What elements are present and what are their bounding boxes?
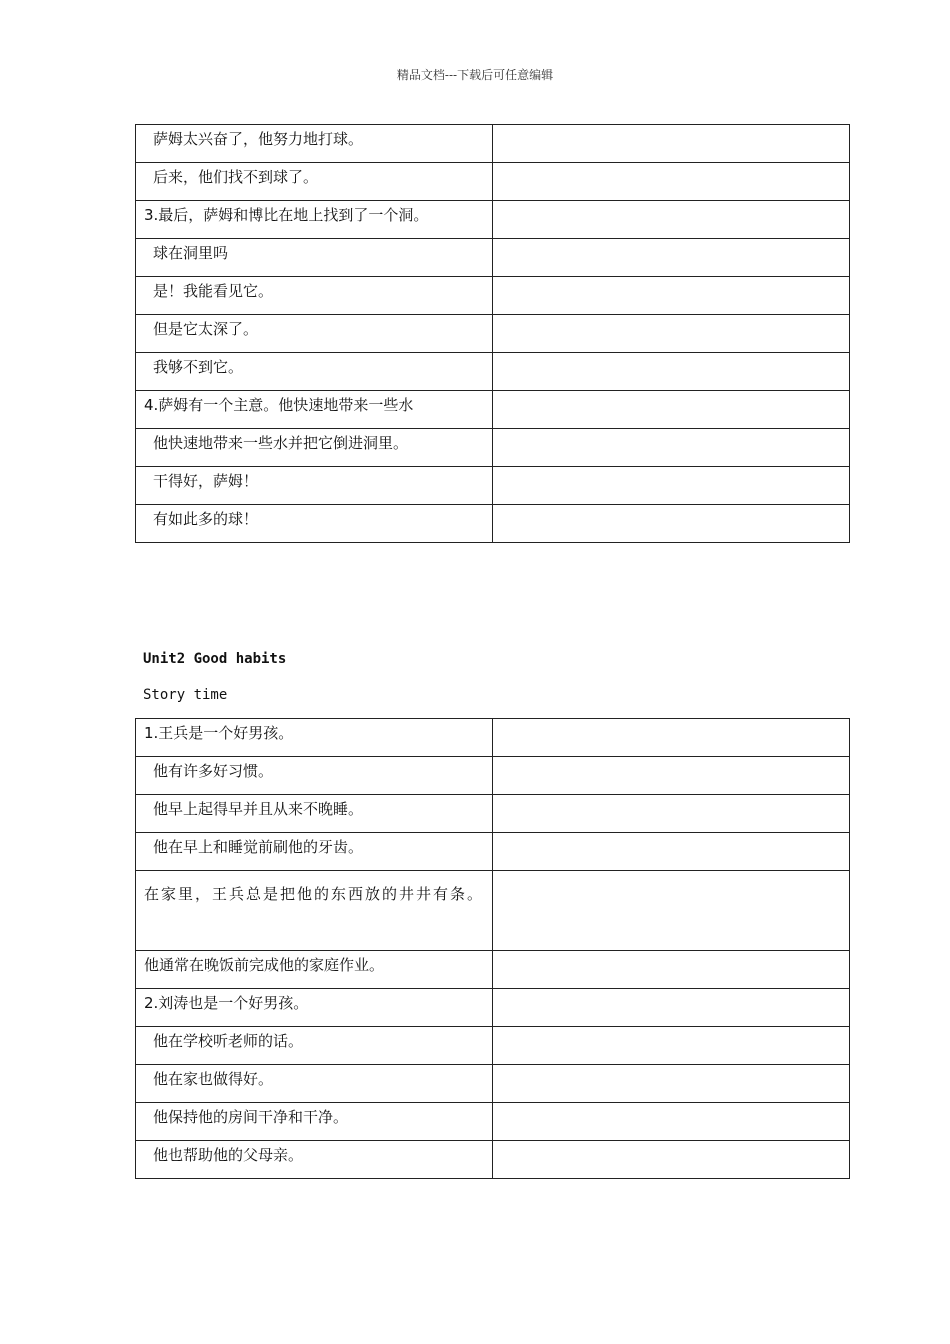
table-row xyxy=(136,277,850,315)
answer-cell[interactable] xyxy=(493,719,850,757)
answer-cell[interactable] xyxy=(493,1027,850,1065)
answer-cell[interactable] xyxy=(493,1065,850,1103)
sentence-text: 4.萨姆有一个主意。他快速地带来一些水 xyxy=(144,396,414,414)
page-header: 精品文档---下载后可任意编辑 xyxy=(396,68,554,82)
worksheet-table-1 xyxy=(135,124,850,543)
answer-cell[interactable] xyxy=(493,795,850,833)
sentence-cell xyxy=(136,429,493,467)
answer-cell[interactable] xyxy=(493,833,850,871)
sentence-text: 他通常在晚饭前完成他的家庭作业。 xyxy=(144,956,385,974)
table-row xyxy=(136,1141,850,1179)
table-row xyxy=(136,201,850,239)
table-row xyxy=(136,239,850,277)
sentence-cell xyxy=(136,391,493,429)
table-row xyxy=(136,951,850,989)
sentence-cell xyxy=(136,467,493,505)
answer-cell[interactable] xyxy=(493,1141,850,1179)
sentence-text: 是！我能看见它。 xyxy=(153,282,274,300)
sentence-text: 球在洞里吗 xyxy=(153,244,229,262)
answer-cell[interactable] xyxy=(493,429,850,467)
sentence-cell xyxy=(136,1027,493,1065)
sentence-text: 2.刘涛也是一个好男孩。 xyxy=(144,994,309,1012)
answer-cell[interactable] xyxy=(493,163,850,201)
sentence-text: 但是它太深了。 xyxy=(153,320,259,338)
table-row xyxy=(136,1103,850,1141)
sentence-text: 他在早上和睡觉前刷他的牙齿。 xyxy=(153,838,364,856)
sentence-cell xyxy=(136,315,493,353)
sentence-text: 他在学校听老师的话。 xyxy=(153,1032,304,1050)
sentence-cell xyxy=(136,505,493,543)
sentence-text: 3.最后，萨姆和博比在地上找到了一个洞。 xyxy=(144,206,429,224)
table-row xyxy=(136,467,850,505)
worksheet-table-2 xyxy=(135,718,850,1179)
table-row xyxy=(136,833,850,871)
table-row xyxy=(136,315,850,353)
sentence-cell xyxy=(136,1065,493,1103)
sentence-cell xyxy=(136,1141,493,1179)
table-row xyxy=(136,391,850,429)
table-row xyxy=(136,719,850,757)
sentence-text: 后来，他们找不到球了。 xyxy=(153,168,319,186)
sentence-text: 萨姆太兴奋了，他努力地打球。 xyxy=(153,130,364,148)
sentence-cell xyxy=(136,871,493,951)
sentence-text: 他在家也做得好。 xyxy=(153,1070,274,1088)
sentence-cell xyxy=(136,989,493,1027)
table-row xyxy=(136,163,850,201)
sentence-text: 他保持他的房间干净和干净。 xyxy=(153,1108,349,1126)
sentence-cell xyxy=(136,277,493,315)
sentence-text: 他有许多好习惯。 xyxy=(153,762,274,780)
sentence-text: 1.王兵是一个好男孩。 xyxy=(144,724,294,742)
table-row xyxy=(136,505,850,543)
sentence-text: 他早上起得早并且从来不晚睡。 xyxy=(153,800,364,818)
answer-cell[interactable] xyxy=(493,1103,850,1141)
table-row xyxy=(136,757,850,795)
answer-cell[interactable] xyxy=(493,989,850,1027)
sentence-text: 他快速地带来一些水并把它倒进洞里。 xyxy=(153,434,409,452)
answer-cell[interactable] xyxy=(493,467,850,505)
sentence-text: 他也帮助他的父母亲。 xyxy=(153,1146,304,1164)
table-row xyxy=(136,429,850,467)
answer-cell[interactable] xyxy=(493,951,850,989)
sentence-cell xyxy=(136,239,493,277)
answer-cell[interactable] xyxy=(493,125,850,163)
answer-cell[interactable] xyxy=(493,505,850,543)
sentence-text: 干得好，萨姆！ xyxy=(153,472,259,490)
table-row xyxy=(136,871,850,951)
sentence-cell xyxy=(136,951,493,989)
table-row xyxy=(136,125,850,163)
answer-cell[interactable] xyxy=(493,277,850,315)
sentence-text: 在家里，王兵总是把他的东西放的井井有条。 xyxy=(144,885,485,903)
sentence-cell xyxy=(136,833,493,871)
answer-cell[interactable] xyxy=(493,353,850,391)
sentence-cell xyxy=(136,795,493,833)
table-row xyxy=(136,1065,850,1103)
sentence-text: 有如此多的球！ xyxy=(153,510,259,528)
section-title: Story time xyxy=(143,687,228,703)
answer-cell[interactable] xyxy=(493,315,850,353)
table-row xyxy=(136,353,850,391)
sentence-cell xyxy=(136,125,493,163)
answer-cell[interactable] xyxy=(493,391,850,429)
answer-cell[interactable] xyxy=(493,871,850,951)
sentence-cell xyxy=(136,201,493,239)
answer-cell[interactable] xyxy=(493,201,850,239)
unit-title: Unit2 Good habits xyxy=(143,651,287,667)
sentence-cell xyxy=(136,757,493,795)
table-row xyxy=(136,795,850,833)
sentence-cell xyxy=(136,163,493,201)
table-row xyxy=(136,1027,850,1065)
sentence-cell xyxy=(136,719,493,757)
sentence-cell xyxy=(136,353,493,391)
answer-cell[interactable] xyxy=(493,757,850,795)
sentence-cell xyxy=(136,1103,493,1141)
table-row xyxy=(136,989,850,1027)
answer-cell[interactable] xyxy=(493,239,850,277)
sentence-text: 我够不到它。 xyxy=(153,358,244,376)
